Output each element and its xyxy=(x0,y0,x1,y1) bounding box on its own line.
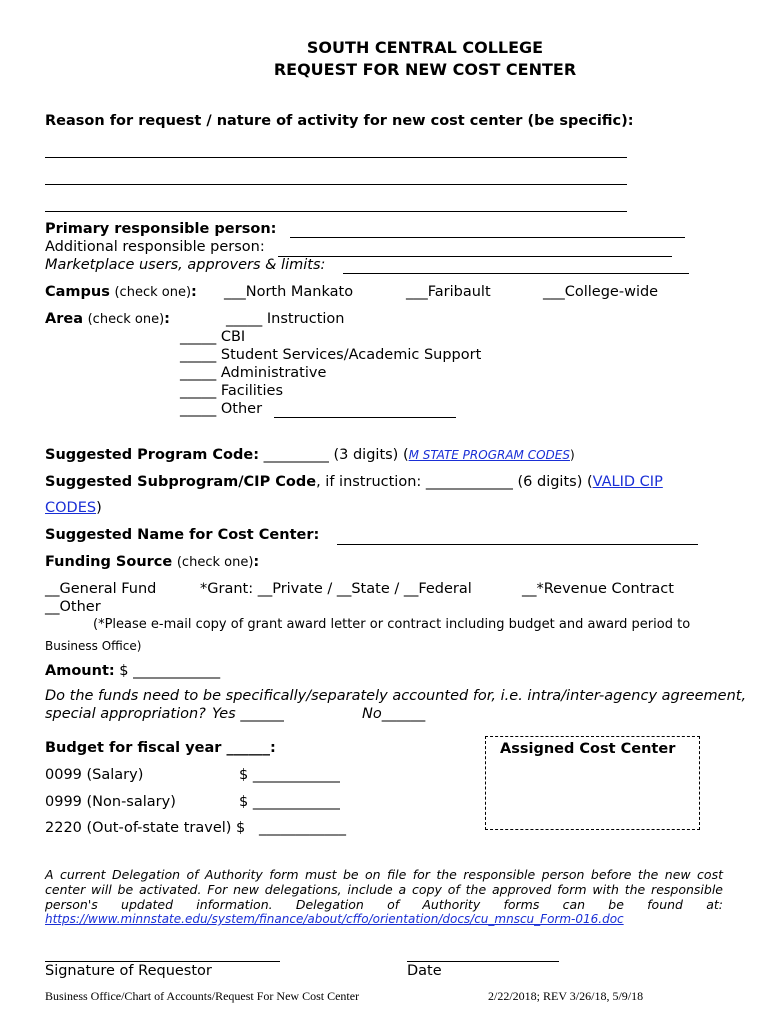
additional-person-label: Additional responsible person: xyxy=(45,239,265,255)
funding-grant[interactable]: *Grant: __Private / __State / __Federal xyxy=(200,581,472,597)
funds-question-line-1: Do the funds need to be specifically/separately accounted for, i.e. intra/inter-agency agreement, xyxy=(45,688,747,704)
reason-label: Reason for request / nature of activity for new cost center (be specific): xyxy=(45,113,634,129)
budget-row-travel-label: 2220 (Out-of-state travel) $ xyxy=(45,820,246,836)
assigned-cost-center-label: Assigned Cost Center xyxy=(500,741,676,757)
area-option-label: CBI xyxy=(220,329,246,345)
form-title: REQUEST FOR NEW COST CENTER xyxy=(273,60,577,79)
subprogram-label: Suggested Subprogram/CIP Code xyxy=(45,474,317,490)
area-option-label: Administrative xyxy=(220,365,327,381)
subprogram-close: ) xyxy=(96,500,102,516)
program-code-row xyxy=(45,447,575,463)
valid-cip-link[interactable]: VALID CIP xyxy=(592,474,663,490)
additional-person-field[interactable] xyxy=(278,256,672,257)
area-blank: _____ xyxy=(180,347,217,363)
marketplace-field[interactable] xyxy=(343,273,689,274)
subprogram-row xyxy=(45,474,663,490)
area-option-label: Facilities xyxy=(220,383,284,399)
signature-line[interactable] xyxy=(45,961,280,962)
date-line[interactable] xyxy=(407,961,559,962)
subprogram-field[interactable]: ____________ xyxy=(425,474,513,490)
reason-line-2[interactable] xyxy=(45,184,627,185)
reason-line-3[interactable] xyxy=(45,211,627,212)
primary-person-field[interactable] xyxy=(290,237,685,238)
valid-cip-link-cont[interactable]: CODES xyxy=(45,500,97,516)
program-codes-link[interactable]: M STATE PROGRAM CODES xyxy=(408,448,570,462)
marketplace-label: Marketplace users, approvers & limits: xyxy=(45,257,326,273)
date-label: Date xyxy=(407,963,442,979)
amount-label: Amount: xyxy=(45,663,115,679)
area-hint: (check one) xyxy=(87,312,165,327)
delegation-line-2: center will be activated. For new delegations, include a copy of the approved form with the responsible xyxy=(45,882,723,897)
amount-field[interactable]: $ ____________ xyxy=(119,663,221,679)
area-other-field[interactable] xyxy=(274,417,456,418)
program-code-close: ) xyxy=(569,448,575,462)
subprogram-suffix: , if instruction: xyxy=(316,474,422,490)
amount-row xyxy=(45,663,220,679)
subprogram-row-2 xyxy=(45,500,102,516)
budget-label: Budget for fiscal year ______: xyxy=(45,740,276,756)
area-option-label: Instruction xyxy=(266,311,345,327)
budget-row-salary-label: 0099 (Salary) xyxy=(45,767,144,783)
reason-line-1[interactable] xyxy=(45,157,627,158)
funding-general-fund[interactable]: __General Fund xyxy=(45,581,157,597)
area-blank: _____ xyxy=(180,329,217,345)
footer-right: 2/22/2018; REV 3/26/18, 5/9/18 xyxy=(488,989,644,1003)
campus-option-faribault[interactable]: ___Faribault xyxy=(406,284,491,300)
program-code-label: Suggested Program Code: xyxy=(45,447,260,463)
budget-row-nonsalary-label: 0999 (Non-salary) xyxy=(45,794,176,810)
budget-row-nonsalary-field[interactable]: $ ____________ xyxy=(239,794,340,810)
signature-label: Signature of Requestor xyxy=(45,963,212,979)
area-option-student-services[interactable] xyxy=(180,347,481,363)
funding-other[interactable]: __Other xyxy=(45,599,101,615)
budget-row-salary-field[interactable]: $ ____________ xyxy=(239,767,340,783)
subprogram-digits: (6 digits) ( xyxy=(517,474,593,490)
primary-person-label: Primary responsible person: xyxy=(45,221,277,237)
area-blank: _____ xyxy=(180,401,217,417)
funding-revenue-contract[interactable]: __*Revenue Contract xyxy=(522,581,674,597)
area-blank: _____ xyxy=(226,311,263,327)
funds-yes[interactable]: Yes ______ xyxy=(212,706,284,722)
funds-question-line-2: special appropriation? xyxy=(45,706,206,722)
area-blank: _____ xyxy=(180,365,217,381)
funds-no[interactable]: No______ xyxy=(362,706,426,722)
cost-center-name-field[interactable] xyxy=(337,544,698,545)
area-blank: _____ xyxy=(180,383,217,399)
area-option-instruction[interactable] xyxy=(226,311,344,327)
funding-note-line-2: Business Office) xyxy=(45,639,142,653)
cost-center-name-label: Suggested Name for Cost Center: xyxy=(45,527,320,543)
campus-label: Campus xyxy=(45,284,110,300)
funding-note-line-1: (*Please e-mail copy of grant award letter or contract including budget and award period to xyxy=(93,617,691,632)
area-label: Area xyxy=(45,311,83,327)
area-label-group xyxy=(45,311,170,327)
campus-hint: (check one) xyxy=(114,285,192,300)
area-option-label: Other xyxy=(220,401,263,417)
funding-hint: (check one) xyxy=(176,555,254,570)
program-code-field[interactable]: _________ xyxy=(263,447,329,463)
delegation-form-link[interactable]: https://www.minnstate.edu/system/finance/about/cffo/orientation/docs/cu_mnscu_Form-016.doc xyxy=(45,912,624,926)
delegation-line-1: A current Delegation of Authority form must be on file for the responsible person before the new cost xyxy=(45,867,723,882)
campus-option-college-wide[interactable]: ___College-wide xyxy=(543,284,659,300)
program-code-digits: (3 digits) ( xyxy=(333,447,409,463)
area-colon: : xyxy=(164,311,170,327)
funding-colon: : xyxy=(253,554,260,570)
budget-row-travel-field[interactable]: ____________ xyxy=(259,820,346,836)
area-option-cbi[interactable] xyxy=(180,329,245,345)
funding-label-group xyxy=(45,554,259,570)
campus-option-north-mankato[interactable]: ___North Mankato xyxy=(224,284,354,300)
delegation-line-3: person's updated information. Delegation of Authority forms can be found at: xyxy=(45,897,723,912)
area-option-other[interactable] xyxy=(180,401,262,417)
assigned-cost-center-box xyxy=(485,736,700,830)
campus-colon: : xyxy=(191,284,197,300)
college-name: SOUTH CENTRAL COLLEGE xyxy=(306,38,544,57)
area-option-facilities[interactable] xyxy=(180,383,283,399)
campus-label-group xyxy=(45,284,197,300)
funding-label: Funding Source xyxy=(45,554,173,570)
area-option-label: Student Services/Academic Support xyxy=(220,347,482,363)
footer-left: Business Office/Chart of Accounts/Request For New Cost Center xyxy=(45,989,360,1003)
area-option-administrative[interactable] xyxy=(180,365,326,381)
